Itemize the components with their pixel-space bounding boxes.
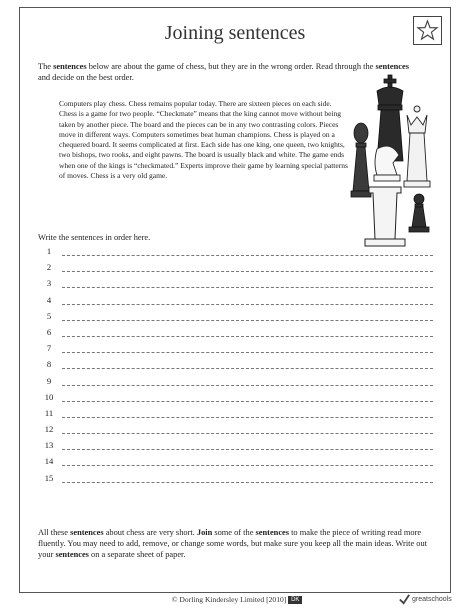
writing-rule[interactable] — [62, 336, 433, 337]
answer-line[interactable] — [38, 359, 433, 375]
instructions-text: The — [38, 62, 54, 71]
writing-rule[interactable] — [62, 255, 433, 256]
line-number: 1 — [46, 246, 52, 256]
greatschools-brand: greatschools — [412, 596, 452, 603]
answer-line[interactable] — [38, 278, 433, 294]
closing-instructions — [38, 527, 433, 560]
closing-text: on a separate sheet of paper. — [88, 550, 186, 559]
closing-text: to make the piece of writing read more fluently. You may need to add, remove, or change some words, but make sure you keep all the main ideas. Write out your — [38, 528, 428, 559]
answer-line[interactable] — [38, 408, 433, 424]
answer-line[interactable] — [38, 440, 433, 456]
writing-rule[interactable] — [62, 287, 433, 288]
line-number: 15 — [44, 472, 54, 483]
copyright-text: © Dorling Kindersley Limited [2010] — [171, 595, 287, 604]
instructions-text: below are about the game of chess, but they are in the wrong order. Read through the — [86, 62, 376, 71]
line-number: 9 — [46, 375, 52, 386]
line-number: 4 — [46, 294, 52, 305]
chess-sentences: Computers play chess. Chess remains popular today. There are sixteen pieces on each side. Chess is a game for two people. “Checkmate” means that the king cannot move without being taken by another piece. The board and the pieces can be in any two contrasting colors. Pieces move in different ways. Computers sometimes beat human champions. Chess is played on a chequered board. It seems complicated at first. Each side has one king, one queen, two knights, two bishops, two rooks, and eight pawns. The board is usually black and white. The game ends when one of the kings is “checkmated.” Experts improve their game by learning special patterns of moves. Chess is a very old game. — [59, 99, 348, 181]
writing-rule[interactable] — [62, 449, 433, 450]
answer-line[interactable] — [38, 473, 433, 489]
closing-bold: sentences — [255, 528, 290, 537]
answer-line[interactable] — [38, 456, 433, 472]
line-number: 11 — [44, 407, 54, 418]
line-number: 8 — [46, 359, 52, 370]
answer-line[interactable] — [38, 343, 433, 359]
answer-line[interactable] — [38, 376, 433, 392]
chess-pieces-illustration — [347, 71, 439, 249]
instructions-bold: sentences — [375, 62, 409, 71]
line-number: 7 — [46, 343, 52, 354]
answer-line[interactable] — [38, 262, 433, 278]
writing-rule[interactable] — [62, 385, 433, 386]
closing-text: about chess are very short. — [103, 528, 197, 537]
line-number: 13 — [44, 440, 54, 451]
line-number: 6 — [46, 326, 52, 337]
answer-line[interactable] — [38, 424, 433, 440]
writing-rule[interactable] — [62, 352, 433, 353]
writing-rule[interactable] — [62, 417, 433, 418]
line-number: 2 — [46, 262, 52, 273]
line-number: 14 — [44, 456, 54, 467]
greatschools-logo — [398, 593, 458, 607]
line-number: 3 — [46, 278, 52, 289]
closing-text: some of the — [212, 528, 256, 537]
answer-line[interactable] — [38, 246, 433, 262]
star-badge — [413, 16, 442, 45]
line-number: 5 — [46, 310, 52, 321]
greatschools-check-icon — [398, 593, 411, 606]
worksheet-page — [19, 7, 451, 593]
closing-bold: Join — [196, 528, 213, 537]
line-number: 10 — [44, 391, 54, 402]
instructions-text: and decide on the best order. — [38, 73, 134, 82]
writing-rule[interactable] — [62, 433, 433, 434]
star-icon — [416, 19, 439, 42]
writing-rule[interactable] — [62, 368, 433, 369]
closing-text: All these — [38, 528, 71, 537]
answer-line[interactable] — [38, 327, 433, 343]
line-number: 12 — [44, 424, 54, 435]
writing-rule[interactable] — [62, 482, 433, 483]
dk-logo: DK — [288, 596, 302, 604]
writing-rule[interactable] — [62, 320, 433, 321]
answer-line[interactable] — [38, 295, 433, 311]
answer-line[interactable] — [38, 311, 433, 327]
closing-bold: sentences — [70, 528, 104, 537]
page-title: Joining sentences — [164, 22, 306, 44]
writing-rule[interactable] — [62, 304, 433, 305]
writing-rule[interactable] — [62, 465, 433, 466]
instructions-bold: sentences — [53, 62, 87, 71]
closing-bold: sentences — [55, 550, 89, 559]
answer-lines — [38, 246, 433, 489]
answer-line[interactable] — [38, 392, 433, 408]
write-prompt: Write the sentences in order here. — [38, 233, 151, 242]
writing-rule[interactable] — [62, 401, 433, 402]
writing-rule[interactable] — [62, 271, 433, 272]
